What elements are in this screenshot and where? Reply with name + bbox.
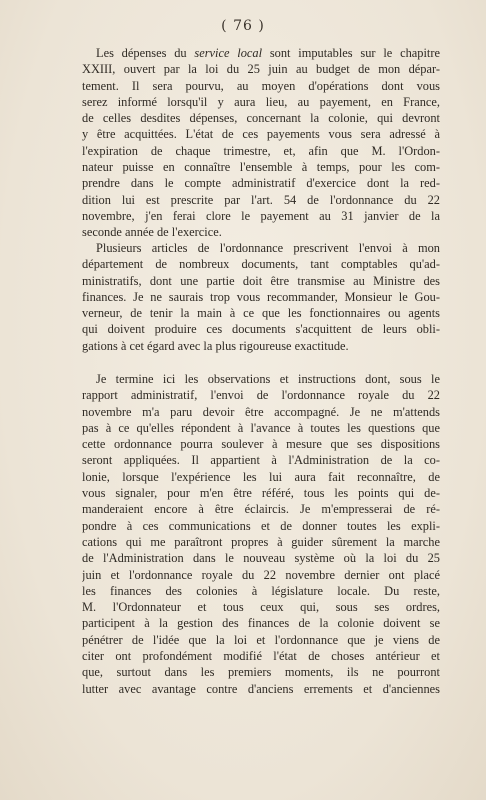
paragraph-line: novembre m'a paru devoir être accompagné. Je ne m'attends (82, 404, 440, 419)
paragraph-line: serez informé lorsqu'il y aura lieu, au payement, en France, (82, 94, 440, 109)
paragraph-line: M. l'Ordonnateur et tous ceux qui, sous ses ordres, (82, 600, 440, 615)
paragraph-line: lonie, lorsque l'expérience les lui aura fait reconnaître, de (82, 469, 440, 484)
paragraph-line: vous signaler, pour m'en être référé, tous les points qui de- (82, 486, 440, 501)
paragraph-line: pénétrer de l'idée que la loi et l'ordonnance que je viens de (82, 632, 440, 647)
paragraph-line: de celles desdites dépenses, concernant la colonie, qui devront (82, 111, 440, 126)
line-text: Les dépenses du (96, 46, 195, 60)
paragraph-line: y être acquittées. L'état de ces payements vous sera adressé à (82, 127, 440, 142)
paragraph-line: tement. Il sera pourvu, au moyen d'opérations dont vous (82, 78, 440, 93)
paragraph-line: nateur puisse en connaître l'ensemble à temps, pour les com- (82, 160, 440, 175)
paragraph-line: cations qui me paraîtront propres à guider sûrement la marche (82, 534, 440, 549)
paragraph-line (82, 45, 440, 61)
paragraph-line: Plusieurs articles de l'ordonnance prescrivent l'envoi à mon (96, 241, 440, 255)
paragraph-line: juin et l'ordonnance royale du 22 novembre dernier ont placé (82, 567, 440, 582)
paragraph-line: novembre, j'en ferai clore le payement au 31 janvier de la (82, 208, 440, 223)
paragraph-documents (82, 240, 440, 354)
paragraph-line: pas à ce qu'elles répondent à l'avance à toutes les questions que (82, 420, 440, 435)
paragraph-line: les finances des colonies à législature locale. Du reste, (82, 583, 440, 598)
page-number: ( 76 ) (221, 18, 265, 34)
paragraph-line: gations à cet égard avec la plus rigoureuse exactitude. (82, 338, 349, 353)
paragraph-line: de l'Administration dans le nouveau système où la loi du 25 (82, 551, 440, 566)
paragraph-line: lutter avec avantage contre d'anciens errements et d'anciennes (82, 681, 440, 696)
paragraph-line: verneur, de tenir la main à ce que les fonctionnaires ou agents (82, 306, 440, 321)
paragraph-line: ministratifs, dont une partie doit être transmise au Ministre des (82, 273, 440, 288)
paragraph-line: que, surtout dans les premiers moments, ils ne pourront (82, 665, 440, 680)
line-text: sont imputables sur le chapitre (262, 46, 440, 60)
paragraph-line: département de nombreux documents, tant comptables qu'ad- (82, 257, 440, 272)
paragraph-line: participent à la gestion des finances de la colonie doivent se (82, 616, 440, 631)
paragraph-line: XXIII, ouvert par la loi du 25 juin au budget de mon dépar- (82, 62, 440, 77)
paragraph-line: finances. Je ne saurais trop vous recommander, Monsieur le Gou- (82, 289, 440, 304)
paragraph-line: Je termine ici les observations et instructions dont, sous le (96, 372, 440, 386)
paragraph-line: citer ont profondément modifié l'état de choses antérieur et (82, 649, 440, 664)
paragraph-service-local (82, 45, 440, 241)
paragraph-line: pondre à ces communications et de donner toutes les expli- (82, 518, 440, 533)
paragraph-line: cette ordonnance pourra soulever à mesure que ses dispositions (82, 437, 440, 452)
paragraph-line: manderaient encore à être éclaircis. Je m'empresserai de ré- (82, 502, 440, 517)
paragraph-line: seconde année de l'exercice. (82, 225, 222, 240)
paragraph-line: qui doivent produire ces documents s'acquittent de leurs obli- (82, 322, 440, 337)
paragraph-line: rapport administratif, l'envoi de l'ordonnance royale du 22 (82, 388, 440, 403)
paragraph-conclusion (82, 371, 440, 697)
paragraph-line: seront appliquées. Il appartient à l'Administration de la co- (82, 453, 440, 468)
paragraph-line: l'expiration de chaque trimestre, et, afin que M. l'Ordon- (82, 143, 440, 158)
paragraph-line: dition lui est prescrite par l'art. 54 de l'ordonnance du 22 (82, 192, 440, 207)
line-text-italic: service local (194, 46, 263, 60)
paragraph-line: prendre dans le compte administratif d'exercice dont la red- (82, 176, 440, 191)
